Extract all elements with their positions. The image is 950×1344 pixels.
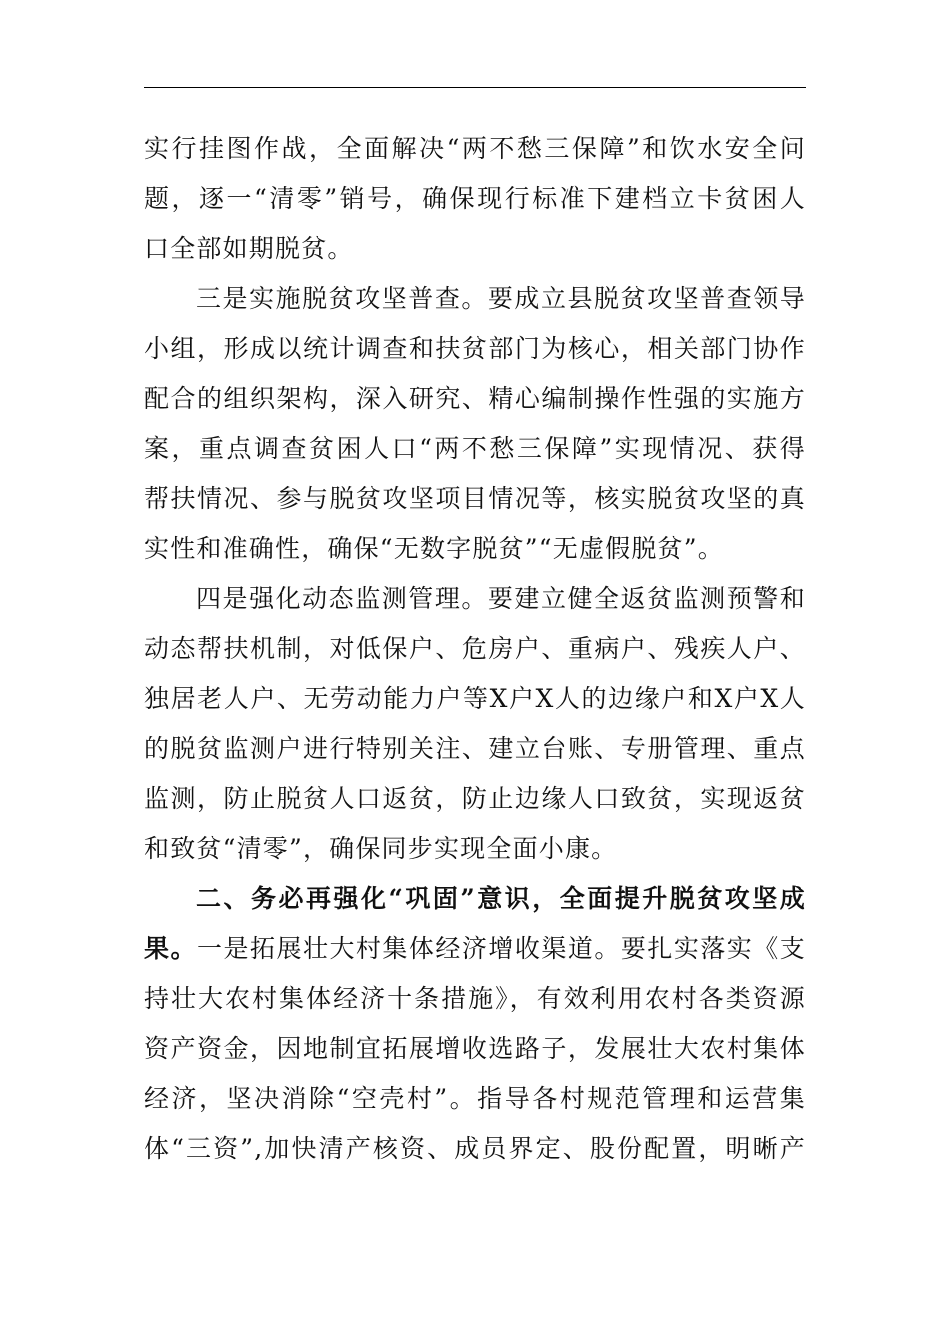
paragraph-1: [144, 124, 806, 274]
text-line: 四是强化动态监测管理。要建立健全返贫监测预警和: [196, 584, 806, 613]
text-line: 资产资金，因地制宜拓展增收选路子，发展壮大农村集体: [144, 1034, 806, 1063]
section-heading-tail: 果。: [144, 934, 197, 963]
text-line: 实行挂图作战，全面解决“两不愁三保障”和饮水安全问: [144, 134, 806, 163]
text-line: 体“三资”,加快清产核资、成员界定、股份配置，明晰产: [144, 1134, 806, 1163]
body-text: [144, 124, 806, 1174]
text-line: 的脱贫监测户进行特别关注、建立台账、专册管理、重点: [144, 734, 806, 763]
text-line: 动态帮扶机制，对低保户、危房户、重病户、残疾人户、: [144, 634, 806, 663]
text-line: 三是实施脱贫攻坚普查。要成立县脱贫攻坚普查领导: [196, 284, 806, 313]
text-line: 实性和准确性，确保“无数字脱贫”“无虚假脱贫”。: [144, 534, 724, 563]
text-line: 题，逐一“清零”销号，确保现行标准下建档立卡贫困人: [144, 184, 806, 213]
text-line: 小组，形成以统计调查和扶贫部门为核心，相关部门协作: [144, 334, 806, 363]
paragraph-2: [144, 274, 806, 574]
section-heading: 二、务必再强化“巩固”意识，全面提升脱贫攻坚成: [196, 884, 806, 913]
text-line: 监测，防止脱贫人口返贫，防止边缘人口致贫，实现返贫: [144, 784, 806, 813]
text-line: 独居老人户、无劳动能力户等X户X人的边缘户和X户X人: [144, 684, 806, 713]
text-line: 案，重点调查贫困人口“两不愁三保障”实现情况、获得: [144, 434, 806, 463]
paragraph-3: [144, 574, 806, 874]
header-rule: [144, 87, 806, 88]
text-line-rest: 一是拓展壮大村集体经济增收渠道。要扎实落实《支: [196, 934, 806, 963]
text-line: 持壮大农村集体经济十条措施》，有效利用农村各类资源: [144, 984, 806, 1013]
text-line: 配合的组织架构，深入研究、精心编制操作性强的实施方: [144, 384, 806, 413]
text-line: 帮扶情况、参与脱贫攻坚项目情况等，核实脱贫攻坚的真: [144, 484, 806, 513]
paragraph-4: [144, 874, 806, 1174]
text-line: 和致贫“清零”，确保同步实现全面小康。: [144, 834, 618, 863]
text-line: 口全部如期脱贫。: [144, 234, 354, 263]
text-line: [144, 924, 806, 974]
text-line: 经济，坚决消除“空壳村”。指导各村规范管理和运营集: [144, 1084, 806, 1113]
